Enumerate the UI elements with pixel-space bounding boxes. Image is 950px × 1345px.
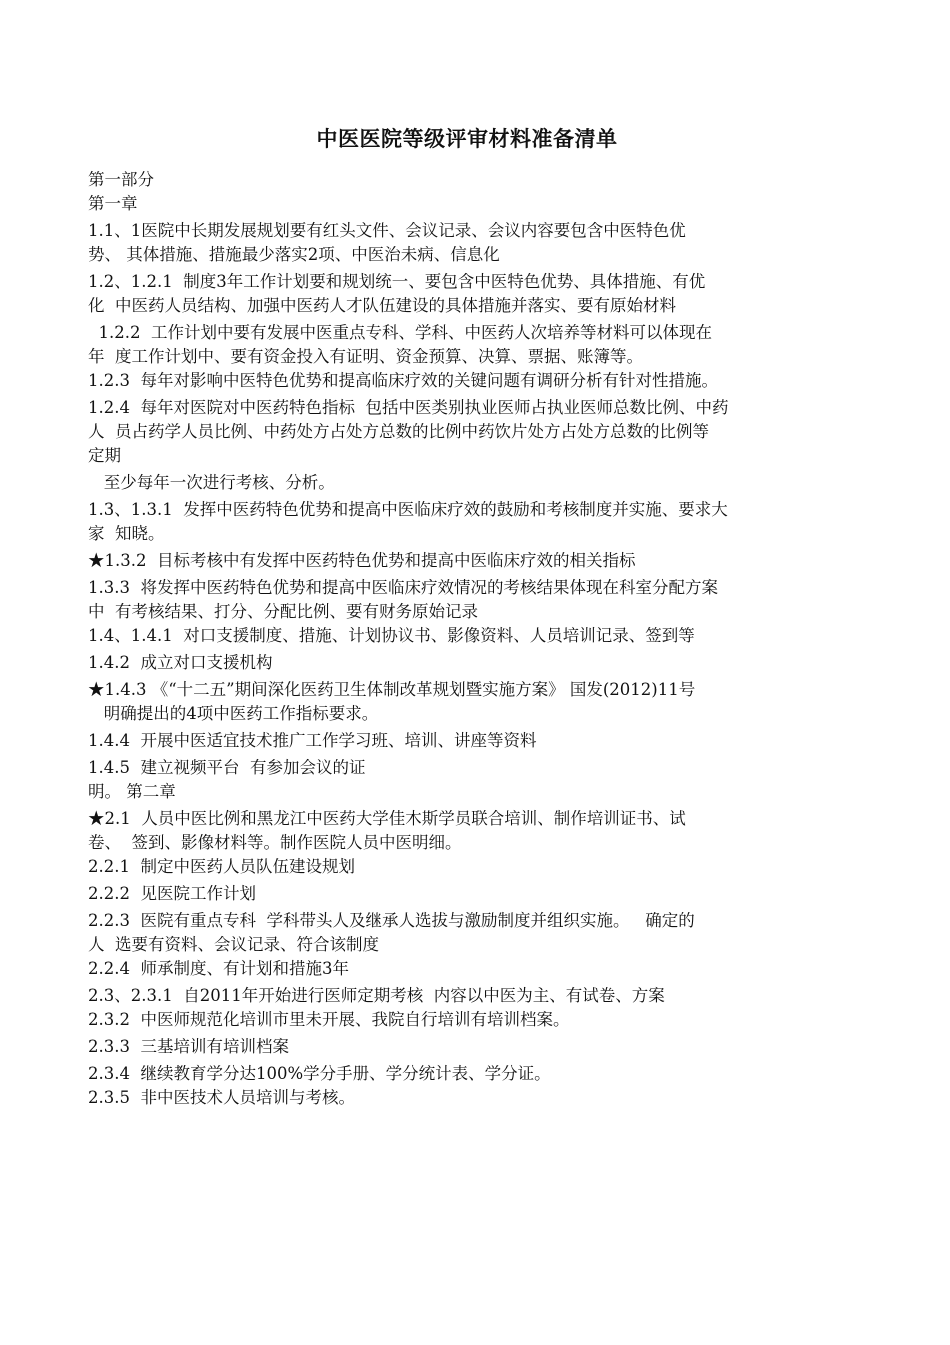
text-line: 年 度工作计划中、要有资金投入有证明、资金预算、决算、票据、账簿等。 (88, 347, 643, 366)
text-line: 1.2.3 每年对影响中医特色优势和提高临床疗效的关键问题有调研分析有针对性措施。 (88, 371, 718, 390)
text-line: 2.3.2 中医师规范化培训市里未开展、我院自行培训有培训档案。 (88, 1010, 570, 1029)
text-line: 2.2.3 医院有重点专科 学科带头人及继承人选拔与激励制度并组织实施。 确定的 (88, 911, 695, 930)
text-line: 家 知晓。 (88, 524, 165, 543)
document-title: 中医医院等级评审材料准备清单 (316, 127, 618, 151)
text-line: 1.4、1.4.1 对口支援制度、措施、计划协议书、影像资料、人员培训记录、签到等 (88, 626, 695, 645)
text-line: 人 员占药学人员比例、中药处方占处方总数的比例中药饮片处方占处方总数的比例等 (88, 422, 709, 441)
text-line: 第一部分 (88, 170, 154, 189)
text-line: 势、 其体措施、措施最少落实2项、中医治未病、信息化 (88, 245, 500, 264)
text-line: 卷、 签到、影像材料等。制作医院人员中医明细。 (88, 833, 462, 852)
text-line: 至少每年一次进行考核、分析。 (88, 473, 335, 492)
text-line: 2.3.4 继续教育学分达100%学分手册、学分统计表、学分证。 (88, 1064, 551, 1083)
text-line: 1.4.4 开展中医适宜技术推广工作学习班、培训、讲座等资料 (88, 731, 537, 750)
text-line: 2.2.4 师承制度、有计划和措施3年 (88, 959, 349, 978)
text-line: 中 有考核结果、打分、分配比例、要有财务原始记录 (88, 602, 478, 621)
text-line: 2.3.5 非中医技术人员培训与考核。 (88, 1088, 355, 1107)
text-line: ★1.4.3 《“十二五”期间深化医药卫生体制改革规划暨实施方案》 国发(2012)11号 (88, 680, 696, 699)
text-line: ★1.3.2 目标考核中有发挥中医药特色优势和提高中医临床疗效的相关指标 (88, 551, 636, 570)
text-line: 人 选要有资料、会议记录、符合该制度 (88, 935, 379, 954)
text-line: 1.1、1医院中长期发展规划要有红头文件、会议记录、会议内容要包含中医特色优 (88, 221, 686, 240)
text-line: 明确提出的4项中医药工作指标要求。 (88, 704, 379, 723)
text-line: ★2.1 人员中医比例和黑龙江中医药大学佳木斯学员联合培训、制作培训证书、试 (88, 809, 686, 828)
text-line: 明。 第二章 (88, 782, 176, 801)
text-line: 1.2.4 每年对医院对中医药特色指标 包括中医类别执业医师占执业医师总数比例、中药 (88, 398, 729, 417)
text-line: 2.2.2 见医院工作计划 (88, 884, 256, 903)
text-line: 化 中医药人员结构、加强中医药人才队伍建设的具体措施并落实、要有原始材料 (88, 296, 676, 315)
text-line: 1.2、1.2.1 制度3年工作计划要和规划统一、要包含中医特色优势、具体措施、有优 (88, 272, 706, 291)
text-line: 1.4.2 成立对口支援机构 (88, 653, 273, 672)
text-line: 1.2.2 工作计划中要有发展中医重点专科、学科、中医药人次培养等材料可以体现在 (88, 323, 712, 342)
text-line: 定期 (88, 446, 121, 465)
text-line: 1.3、1.3.1 发挥中医药特色优势和提高中医临床疗效的鼓励和考核制度并实施、要求大 (88, 500, 728, 519)
text-line: 第一章 (88, 194, 138, 213)
text-line: 2.3.3 三基培训有培训档案 (88, 1037, 289, 1056)
text-line: 1.3.3 将发挥中医药特色优势和提高中医临床疗效情况的考核结果体现在科室分配方案 (88, 578, 718, 597)
document-body (88, 168, 846, 1110)
text-line: 2.3、2.3.1 自2011年开始进行医师定期考核 内容以中医为主、有试卷、方案 (88, 986, 665, 1005)
text-line: 1.4.5 建立视频平台 有参加会议的证 (88, 758, 366, 777)
text-line: 2.2.1 制定中医药人员队伍建设规划 (88, 857, 355, 876)
